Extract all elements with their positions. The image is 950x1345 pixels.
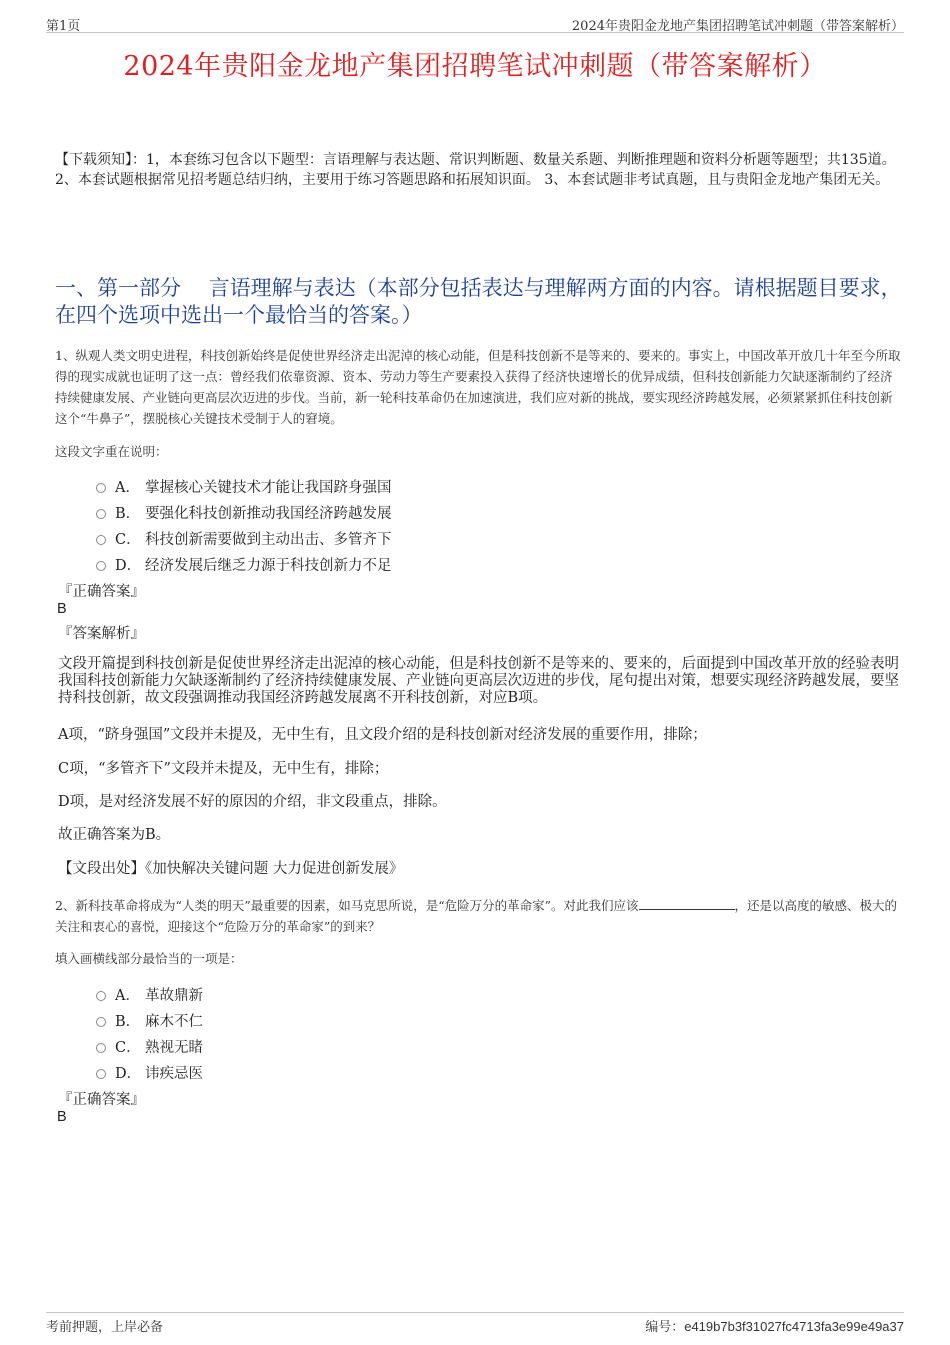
question-1-answer: B bbox=[57, 601, 67, 617]
question-1-analysis-main: 文段开篇提到科技创新是促使世界经济走出泥淖的核心动能，但是科技创新不是等来的、要来的，后面提到中国改革开放的经验表明我国科技创新能力欠缺逐渐制约了经济持续健康发展、产业链向更高层次迈进的步伐，尾句提出对策，想要实现经济跨越发展，要坚持科技创新，故文段强调推动我国经济跨越发展离不开科技创新，对应B项。 bbox=[58, 656, 899, 706]
page-footer bbox=[46, 1312, 904, 1337]
question-1-analysis-c: C项，“多管齐下”文段并未提及，无中生有，排除； bbox=[58, 761, 389, 777]
question-2-answer: B bbox=[57, 1109, 67, 1125]
question-1-source: 【文段出处】《加快解决关键问题 大力促进创新发展》 bbox=[58, 861, 404, 877]
fill-blank bbox=[639, 898, 735, 910]
question-1-conclusion: 故正确答案为B。 bbox=[58, 827, 171, 843]
radio-icon[interactable] bbox=[96, 483, 106, 493]
question-1-stem: 1、纵观人类文明史进程，科技创新始终是促使世界经济走出泥淖的核心动能，但是科技创新不是等来的、要来的。事实上，中国改革开放几十年至今所取得的现实成就也证明了这一点：曾经我们依靠资源、资本、劳动力等生产要素投入获得了经济快速增长的优异成绩，但科技创新能力欠缺逐渐制约了经济持续健康发展、产业链向更高层次迈进的步伐。当前，新一轮科技革命仍在加速演进，我们应对新的挑战，要实现经济跨越发展，必须紧紧抓住科技创新这个“牛鼻子”，摆脱核心关键技术受制于人的窘境。 bbox=[55, 348, 901, 426]
footer-slogan: 考前押题，上岸必备 bbox=[46, 1320, 164, 1335]
radio-icon[interactable] bbox=[96, 535, 106, 545]
radio-icon[interactable] bbox=[96, 991, 106, 1001]
radio-icon[interactable] bbox=[96, 561, 106, 571]
footer-code: 编号：e419b7b3f31027fc4713fa3e99e49a37 bbox=[645, 1319, 904, 1335]
section-heading: 一、第一部分 言语理解与表达（本部分包括表达与理解两方面的内容。请根据题目要求，在四个选项中选出一个最恰当的答案。） bbox=[55, 276, 902, 327]
page-number: 第1页 bbox=[46, 19, 81, 34]
question-2-answer-label: 『正确答案』 bbox=[58, 1092, 145, 1108]
question-1-analysis-label: 『答案解析』 bbox=[58, 626, 145, 642]
question-2-stem: 2、新科技革命将成为“人类的明天”最重要的因素，如马克思所说，是“危险万分的革命家”。对此我们应该 ，还是以高度的敏感、极大的关注和衷心的喜悦，迎接这个“危险万分的革命家”的到来？ bbox=[55, 898, 898, 934]
download-notice: 【下载须知】：1，本套练习包含以下题型：言语理解与表达题、常识判断题、数量关系题、判断推理题和资料分析题等题型；共135道。 2、本套试题根据常见招考题总结归纳，主要用于练习答题思路和拓展知识面。 3、本套试题非考试真题，且与贵阳金龙地产集团无关。 bbox=[55, 152, 896, 188]
question-2-prompt: 填入画横线部分最恰当的一项是： bbox=[55, 951, 243, 966]
page-header bbox=[46, 12, 904, 33]
question-1-analysis-d: D项，是对经济发展不好的原因的介绍，非文段重点，排除。 bbox=[58, 794, 447, 810]
question-1-prompt: 这段文字重在说明： bbox=[55, 444, 168, 459]
header-doc-title: 2024年贵阳金龙地产集团招聘笔试冲刺题（带答案解析） bbox=[571, 19, 904, 34]
radio-icon[interactable] bbox=[96, 1069, 106, 1079]
question-1-analysis-a: A项，“跻身强国”文段并未提及，无中生有，且文段介绍的是科技创新对经济发展的重要作用，排除； bbox=[58, 727, 707, 743]
radio-icon[interactable] bbox=[96, 1043, 106, 1053]
radio-icon[interactable] bbox=[96, 1017, 106, 1027]
document-title: 2024年贵阳金龙地产集团招聘笔试冲刺题（带答案解析） bbox=[123, 51, 827, 82]
radio-icon[interactable] bbox=[96, 509, 106, 519]
question-1-answer-label: 『正确答案』 bbox=[58, 584, 145, 600]
